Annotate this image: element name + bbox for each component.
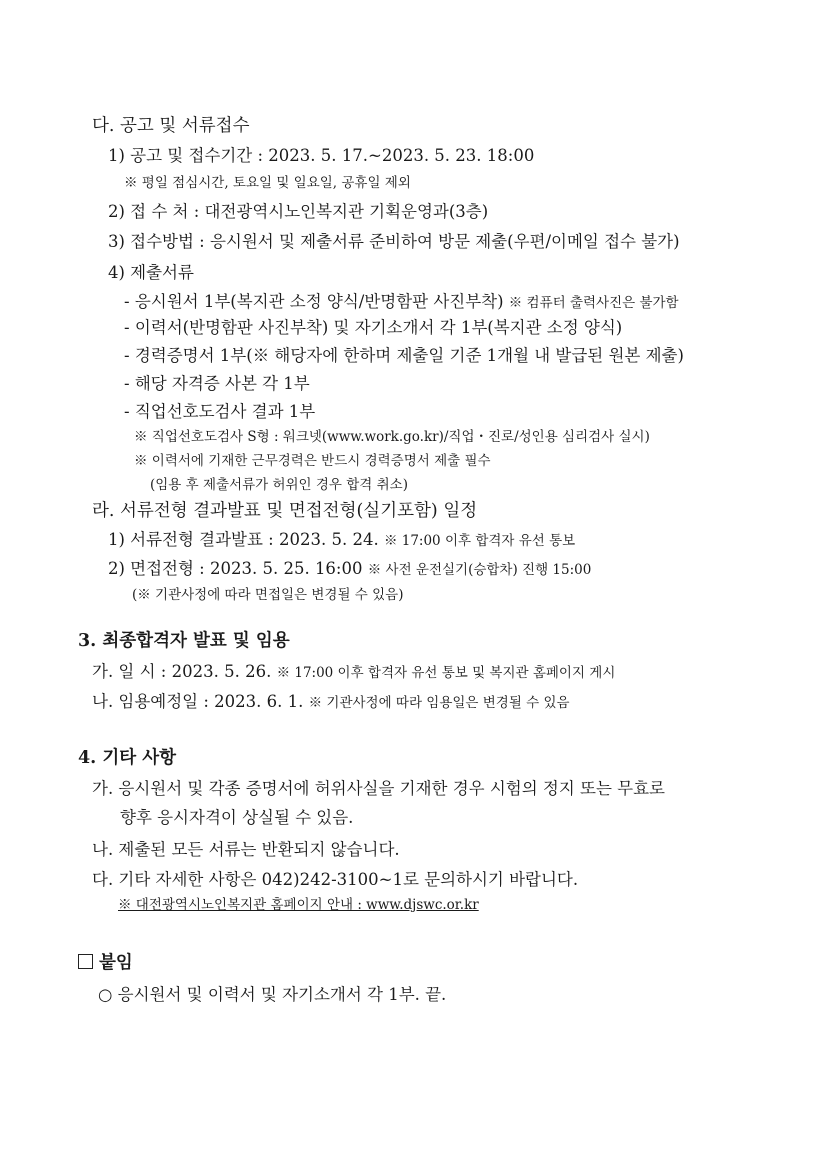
other-line: 향후 응시자격이 상실될 수 있음. <box>120 808 354 827</box>
section-da-heading: 다. 공고 및 서류접수 <box>92 116 250 136</box>
announce-date-text: 가. 일 시 : 2023. 5. 26. <box>92 662 272 681</box>
attachment-heading-text: 붙임 <box>99 953 133 973</box>
notice-period-note: ※ 평일 점심시간, 토요일 및 일요일, 공휴일 제외 <box>124 175 411 191</box>
section4-heading: 4. 기타 사항 <box>78 748 177 768</box>
homepage-note: ※ 대전광역시노인복지관 홈페이지 안내 : www.djswc.or.kr <box>118 897 479 913</box>
document-item: - 해당 자격증 사본 각 1부 <box>124 374 310 393</box>
other-line: 다. 기타 자세한 사항은 042)242-3100~1로 문의하시기 바랍니다. <box>92 870 579 889</box>
appointment-date-text: 나. 임용예정일 : 2023. 6. 1. <box>92 692 304 711</box>
receipt-method: 3) 접수방법 : 응시원서 및 제출서류 준비하여 방문 제출(우편/이메일 접수 불가) <box>108 232 680 251</box>
section-ra-heading: 라. 서류전형 결과발표 및 면접전형(실기포함) 일정 <box>92 501 478 521</box>
document-item: - 직업선호도검사 결과 1부 <box>124 402 316 421</box>
documents-heading: 4) 제출서류 <box>108 263 194 282</box>
note-line: ※ 직업선호도검사 S형 : 워크넷(www.work.go.kr)/직업・진로/성인용 심리검사 실시) <box>134 429 650 445</box>
note-line: (임용 후 제출서류가 허위인 경우 합격 취소) <box>150 477 408 493</box>
document-item-note: ※ 컴퓨터 출력사진은 불가함 <box>508 295 679 311</box>
receipt-place: 2) 접 수 처 : 대전광역시노인복지관 기획운영과(3층) <box>108 202 489 221</box>
document-item-text: - 응시원서 1부(복지관 소정 양식/반명함판 사진부착) <box>124 292 504 311</box>
appointment-date-note: ※ 기관사정에 따라 임용일은 변경될 수 있음 <box>308 695 570 711</box>
note-line: ※ 이력서에 기재한 근무경력은 반드시 경력증명서 제출 필수 <box>134 453 491 469</box>
announce-date-line <box>92 662 615 682</box>
checkbox-square-icon <box>78 954 93 969</box>
section3-heading: 3. 최종합격자 발표 및 임용 <box>78 631 290 651</box>
document-result-note: ※ 17:00 이후 합격자 유선 통보 <box>383 533 576 549</box>
document-item: - 이력서(반명함판 사진부착) 및 자기소개서 각 1부(복지관 소정 양식) <box>124 318 623 337</box>
attachment-item: ○ 응시원서 및 이력서 및 자기소개서 각 1부. 끝. <box>98 985 447 1004</box>
interview-subnote: (※ 기관사정에 따라 면접일은 변경될 수 있음) <box>132 587 404 603</box>
appointment-date-line <box>92 692 570 712</box>
interview-line <box>108 559 591 579</box>
document-item <box>124 292 679 312</box>
document-result-line <box>108 530 575 550</box>
announce-date-note: ※ 17:00 이후 합격자 유선 통보 및 복지관 홈페이지 게시 <box>276 665 616 681</box>
other-line: 나. 제출된 모든 서류는 반환되지 않습니다. <box>92 840 400 859</box>
notice-period: 1) 공고 및 접수기간 : 2023. 5. 17.~2023. 5. 23. 18:00 <box>108 146 535 165</box>
document-item: - 경력증명서 1부(※ 해당자에 한하며 제출일 기준 1개월 내 발급된 원본 제출) <box>124 346 684 365</box>
interview-text: 2) 면접전형 : 2023. 5. 25. 16:00 <box>108 559 363 578</box>
attachment-heading <box>78 953 133 974</box>
other-line: 가. 응시원서 및 각종 증명서에 허위사실을 기재한 경우 시험의 정지 또는 무효로 <box>92 779 665 798</box>
interview-note: ※ 사전 운전실기(승합차) 진행 15:00 <box>367 562 592 578</box>
document-result-text: 1) 서류전형 결과발표 : 2023. 5. 24. <box>108 530 379 549</box>
